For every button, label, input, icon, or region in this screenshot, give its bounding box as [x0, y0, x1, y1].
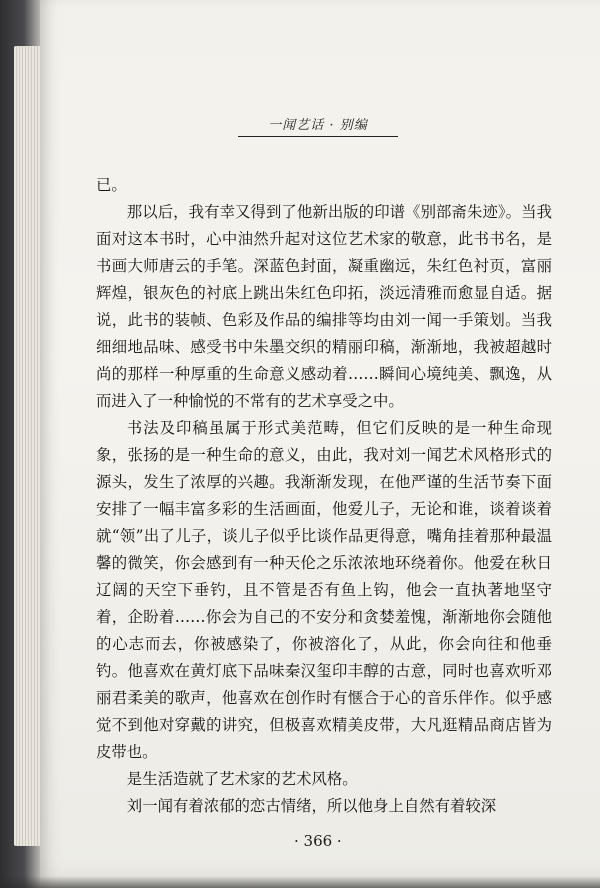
paragraph: 刘一闻有着浓郁的恋古情绪，所以他身上自然有着较深: [126, 797, 497, 815]
running-header: [238, 114, 398, 137]
paragraph: 那以后，我有幸又得到了他新出版的印谱《别部斋朱迹》。当我面对这本书时，心中油然升起对这位艺术家的敬意，此书书名，是书画大师唐云的手笔。深蓝色封面，凝重幽远，朱红色衬页，富丽辉煌，银灰色的衬底上跳出朱红色印拓，淡远清雅而愈显自适。据说，此书的装帧、色彩及作品的编排等均由刘一闻一手策划。当我细细地品味、感受书中朱墨交织的精丽印稿，渐渐地，我被超越时尚的那样一种厚重的生命意义感动着……瞬间心境纯美、飘逸，从而进入了一种愉悦的不常有的艺术享受之中。: [96, 203, 552, 410]
paragraph-continuation: 已。: [96, 176, 127, 194]
paragraph: 书法及印稿虽属于形式美范畴，但它们反映的是一种生命现象，张扬的是一种生命的意义，由此，我对刘一闻艺术风格形式的源头，发生了浓厚的兴趣。我渐渐发现，在他严谨的生活节奏下面安排了一幅丰富多彩的生活画面，他爱儿子，无论和谁，谈着谈着就“领”出了儿子，谈儿子似乎比谈作品更得意，嘴角挂着那种最温馨的微笑，你会感到有一种天伦之乐浓浓地环绕着你。他爱在秋日辽阔的天空下垂钓，且不管是否有鱼上钩，他会一直执著地坚守着，企盼着……你会为自己的不安分和贪婪羞愧，渐渐地你会随他的心志而去，你被感染了，你被溶化了，从此，你会向往和他垂钓。他喜欢在黄灯底下品味秦汉玺印丰醇的古意，同时也喜欢听邓丽君柔美的歌声，他喜欢在创作时有惬合于心的音乐伴作。似乎感觉不到他对穿戴的讲究，但极喜欢精美皮带，大凡逛精品商店皆为皮带也。: [96, 419, 552, 761]
page-number: · 366 ·: [294, 832, 342, 850]
bottom-shadow: [0, 876, 600, 888]
running-header-title: 一闻艺话 · 别编: [268, 118, 368, 133]
header-rule: [238, 136, 398, 137]
paragraph: 是生活造就了艺术家的艺术风格。: [126, 770, 358, 788]
body-text: [96, 172, 552, 820]
